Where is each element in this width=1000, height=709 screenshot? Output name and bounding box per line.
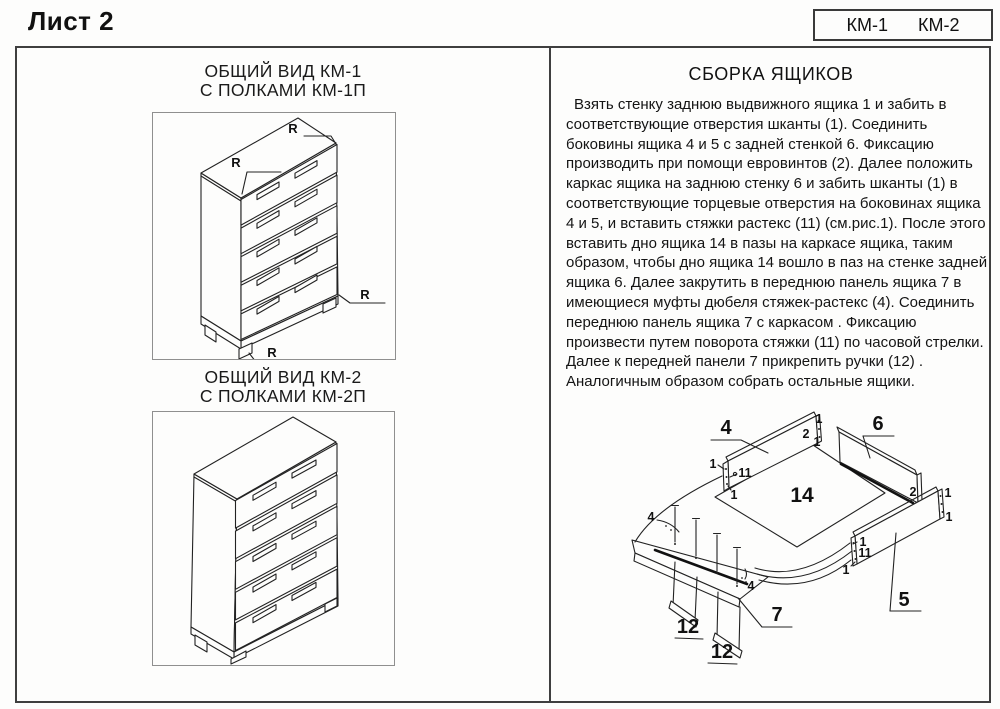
km2-view-title — [17, 368, 549, 406]
main-frame — [15, 46, 991, 703]
svg-text:1: 1 — [842, 563, 850, 577]
km1-figure-box — [152, 112, 396, 360]
assembly-title: СБОРКА ЯЩИКОВ — [688, 64, 854, 84]
km2-title-line1: ОБЩИЙ ВИД КМ-2 — [204, 367, 362, 387]
part-label-bottom: 14 — [790, 484, 814, 507]
svg-text:1: 1 — [709, 457, 717, 471]
svg-text:2: 2 — [802, 427, 810, 441]
drawer-exploded-diagram — [595, 400, 995, 700]
km1-radius-label: R — [288, 121, 298, 136]
part-label-handle: 12 — [710, 641, 734, 663]
svg-text:1: 1 — [859, 535, 867, 549]
svg-text:11: 11 — [738, 466, 752, 480]
svg-text:1: 1 — [813, 435, 821, 449]
svg-text:2: 2 — [909, 485, 917, 499]
km1-dresser-drawing — [153, 113, 395, 359]
svg-text:4: 4 — [647, 510, 655, 524]
km1-left-side — [201, 173, 241, 341]
part-label-back: 6 — [872, 413, 884, 435]
assembly-instructions: Взять стенку заднюю выдвижного ящика 1 и забить в соответствующие отверстия шканты (1). Соединить боковины ящика 4 и 5 с задней стенкой 6. Фиксацию производить при помощи евровинтов (2). Далее положить каркас ящика на заднюю стенку 6 и забить шканты (1) в соответствующие торцевые отверстия на боковинах ящика 4 и 5, и вставить стяжки растекс (11) (см.рис.1). После этого вставить дно ящика 14 в пазы на каркасе ящика, таким образом, чтобы дно ящика 14 вошло в паз на стенке задней ящика 6. Далее закрутить в переднюю панель ящика 7 в имеющиеся муфты дюбеля стяжек-растекс (4). Соединить переднюю панель ящика 7 с каркасом . Фиксацию произвести путем поворота стяжки (11) по часовой стрелки. Далее к передней панели 7 прикрепить ручки (12) . Аналогичным образом собрать остальные ящики. — [566, 96, 988, 391]
model-code-box — [813, 9, 993, 41]
sheet-title: Лист 2 — [28, 6, 115, 36]
part-label-front: 7 — [771, 604, 783, 626]
svg-text:1: 1 — [944, 486, 952, 500]
km2-title-line2: С ПОЛКАМИ КМ-2П — [199, 386, 367, 406]
km2-figure-box — [152, 411, 395, 666]
km1-title-line1: ОБЩИЙ ВИД КМ-1 — [204, 61, 362, 81]
svg-text:11: 11 — [858, 546, 872, 560]
model-code-km2: КМ-2 — [918, 14, 960, 35]
svg-text:1: 1 — [815, 412, 823, 426]
km2-dresser-drawing — [153, 412, 394, 665]
part-label-handle: 12 — [676, 616, 700, 638]
km1-radius-label: R — [267, 345, 277, 359]
part-label-side-left: 4 — [720, 417, 732, 439]
svg-text:1: 1 — [730, 488, 738, 502]
panel-divider — [549, 48, 551, 701]
svg-text:1: 1 — [945, 510, 953, 524]
km1-title-line2: С ПОЛКАМИ КМ-1П — [199, 80, 367, 100]
km2-left-side — [191, 474, 237, 652]
svg-text:4: 4 — [747, 579, 755, 593]
km1-radius-label: R — [360, 287, 370, 302]
model-code-km1: КМ-1 — [846, 14, 888, 35]
km1-view-title — [17, 62, 549, 100]
part-label-side-right: 5 — [898, 589, 910, 611]
km1-radius-label: R — [231, 155, 241, 170]
